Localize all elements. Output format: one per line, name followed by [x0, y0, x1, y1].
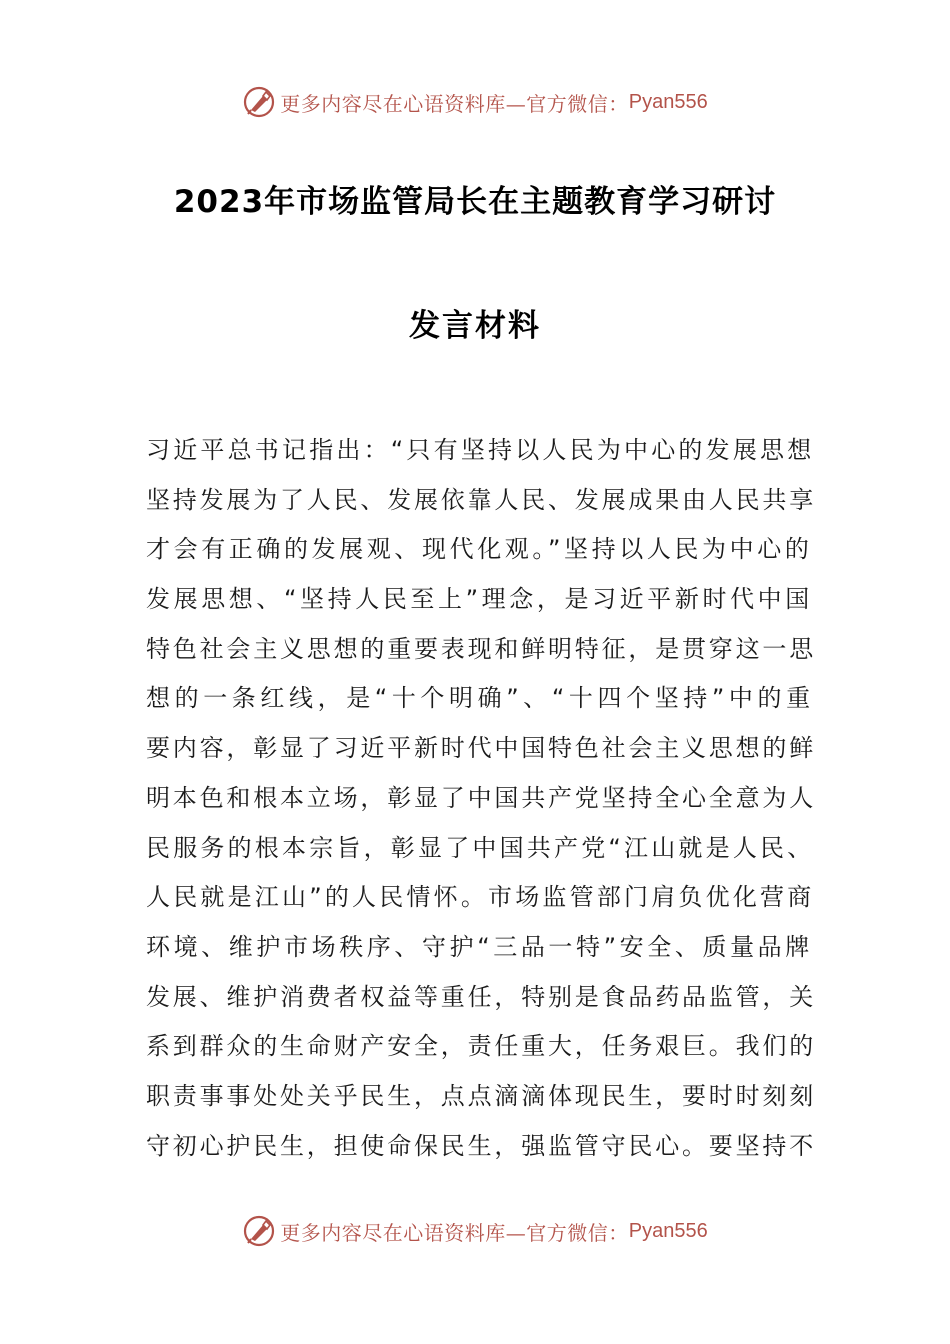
body-line: 民服务的根本宗旨，彰显了中国共产党“江山就是人民、: [146, 833, 815, 862]
body-line: 想的一条红线，是“十个明确”、“十四个坚持”中的重: [146, 684, 815, 713]
header-banner-text: 更多内容尽在心语资料库—官方微信：: [280, 91, 629, 116]
body-line: 职责事事处处关乎民生，点点滴滴体现民生，要时时刻刻: [146, 1081, 816, 1110]
body-line: 系到群众的生命财产安全，责任重大，任务艰巨。我们的: [146, 1032, 816, 1061]
body-line: 发展思想、“坚持人民至上”理念，是习近平新时代中国: [146, 585, 813, 614]
body-line: 习近平总书记指出：“只有坚持以人民为中心的发展思想: [146, 436, 815, 464]
footer-banner: [0, 1211, 950, 1251]
pen-nib-logo-icon: [242, 1214, 276, 1248]
body-line: 才会有正确的发展观、现代化观。”坚持以人民为中心的: [146, 535, 813, 564]
body-line: 人民就是江山”的人民情怀。市场监管部门肩负优化营商: [146, 883, 815, 912]
header-banner: [0, 82, 950, 122]
footer-banner-text: 更多内容尽在心语资料库—官方微信：: [280, 1220, 629, 1245]
body-line: 环境、维护市场秩序、守护“三品一特”安全、质量品牌: [146, 932, 813, 961]
document-body: [146, 426, 816, 1171]
body-line: 明本色和根本立场，彰显了中国共产党坚持全心全意为人: [146, 783, 816, 812]
document-title-line1: 2023年市场监管局长在主题教育学习研讨: [173, 184, 777, 220]
body-line: 坚持发展为了人民、发展依靠人民、发展成果由人民共享: [146, 485, 816, 514]
body-line: 发展、维护消费者权益等重任，特别是食品药品监管，关: [146, 982, 816, 1011]
body-line: 守初心护民生，担使命保民生，强监管守民心。要坚持不: [146, 1131, 816, 1160]
body-line: 要内容，彰显了习近平新时代中国特色社会主义思想的鲜: [146, 734, 816, 763]
body-line: 特色社会主义思想的重要表现和鲜明特征，是贯穿这一思: [146, 634, 816, 663]
footer-wechat-id: Pyan556: [628, 1219, 708, 1242]
header-wechat-id: Pyan556: [628, 90, 708, 113]
pen-nib-logo-icon: [242, 85, 276, 119]
document-title-line2: 发言材料: [409, 308, 541, 344]
